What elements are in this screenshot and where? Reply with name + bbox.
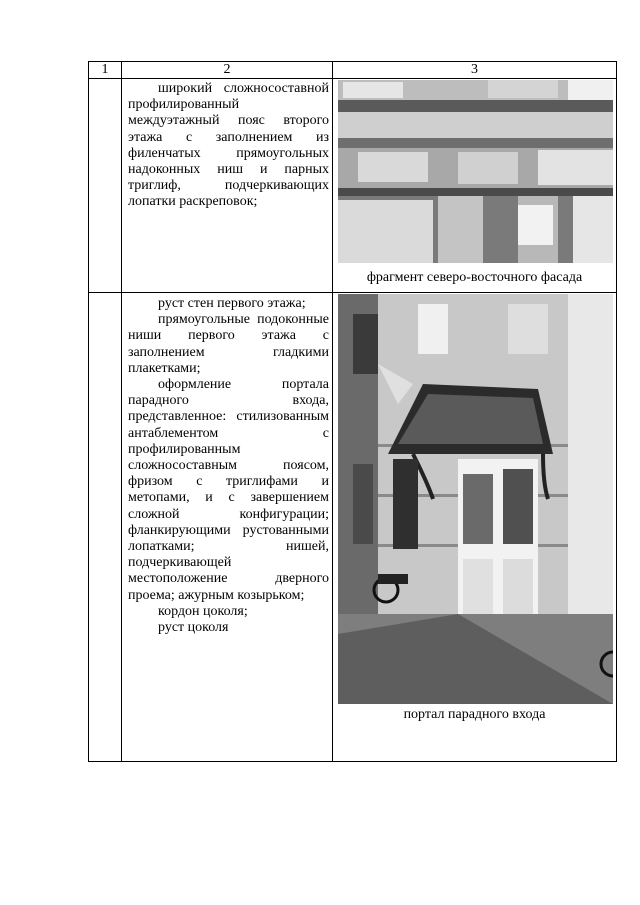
- main-entrance-portal-image: [338, 294, 613, 704]
- main-entrance-portal-photo: [338, 294, 613, 704]
- row-1-paragraph: широкий сложносоставной профилированный междуэтажный пояс второго этажа с заполнением из филенчатых прямоугольных надоконных ниш и парных триглиф, подчеркивающих лопатки раскреповок;: [128, 81, 329, 210]
- row-1-photo-caption: фрагмент северо-восточного фасада: [366, 270, 583, 285]
- row-2-paragraph: руст стен первого этажа;: [158, 296, 306, 311]
- header-col-1: [88, 61, 122, 79]
- facade-fragment-photo: [338, 80, 613, 263]
- header-col-3-label: 3: [471, 62, 478, 77]
- header-col-2-label: 2: [223, 62, 231, 77]
- row-1-description: [128, 81, 329, 211]
- row-2-paragraph: оформление портала парадного входа, представленное: стилизованным антаблементом с профилированным сложносоставным поясом, фризом с триглифами и метопами, и с завершением сложной конфигурации; фланкирующими рустованными лопатками; нишей, подчеркивающей местоположение дверного проема; ажурным козырьком;: [128, 377, 329, 603]
- header-col-3: [332, 61, 617, 79]
- facade-fragment-image: [338, 80, 613, 263]
- row-1-col-1: [88, 78, 122, 293]
- row-2-paragraph: прямоугольные подоконные ниши первого этажа с заполнением гладкими плакетками;: [128, 312, 329, 376]
- row-2-photo-caption: портал парадного входа: [403, 707, 546, 722]
- row-2-paragraph: кордон цоколя;: [158, 603, 248, 619]
- row-2-description: [128, 296, 329, 636]
- header-col-2: [121, 61, 333, 79]
- row-2-col-1: [88, 292, 122, 762]
- row-2-paragraph: руст цоколя: [158, 620, 229, 636]
- header-col-1-label: 1: [101, 62, 109, 77]
